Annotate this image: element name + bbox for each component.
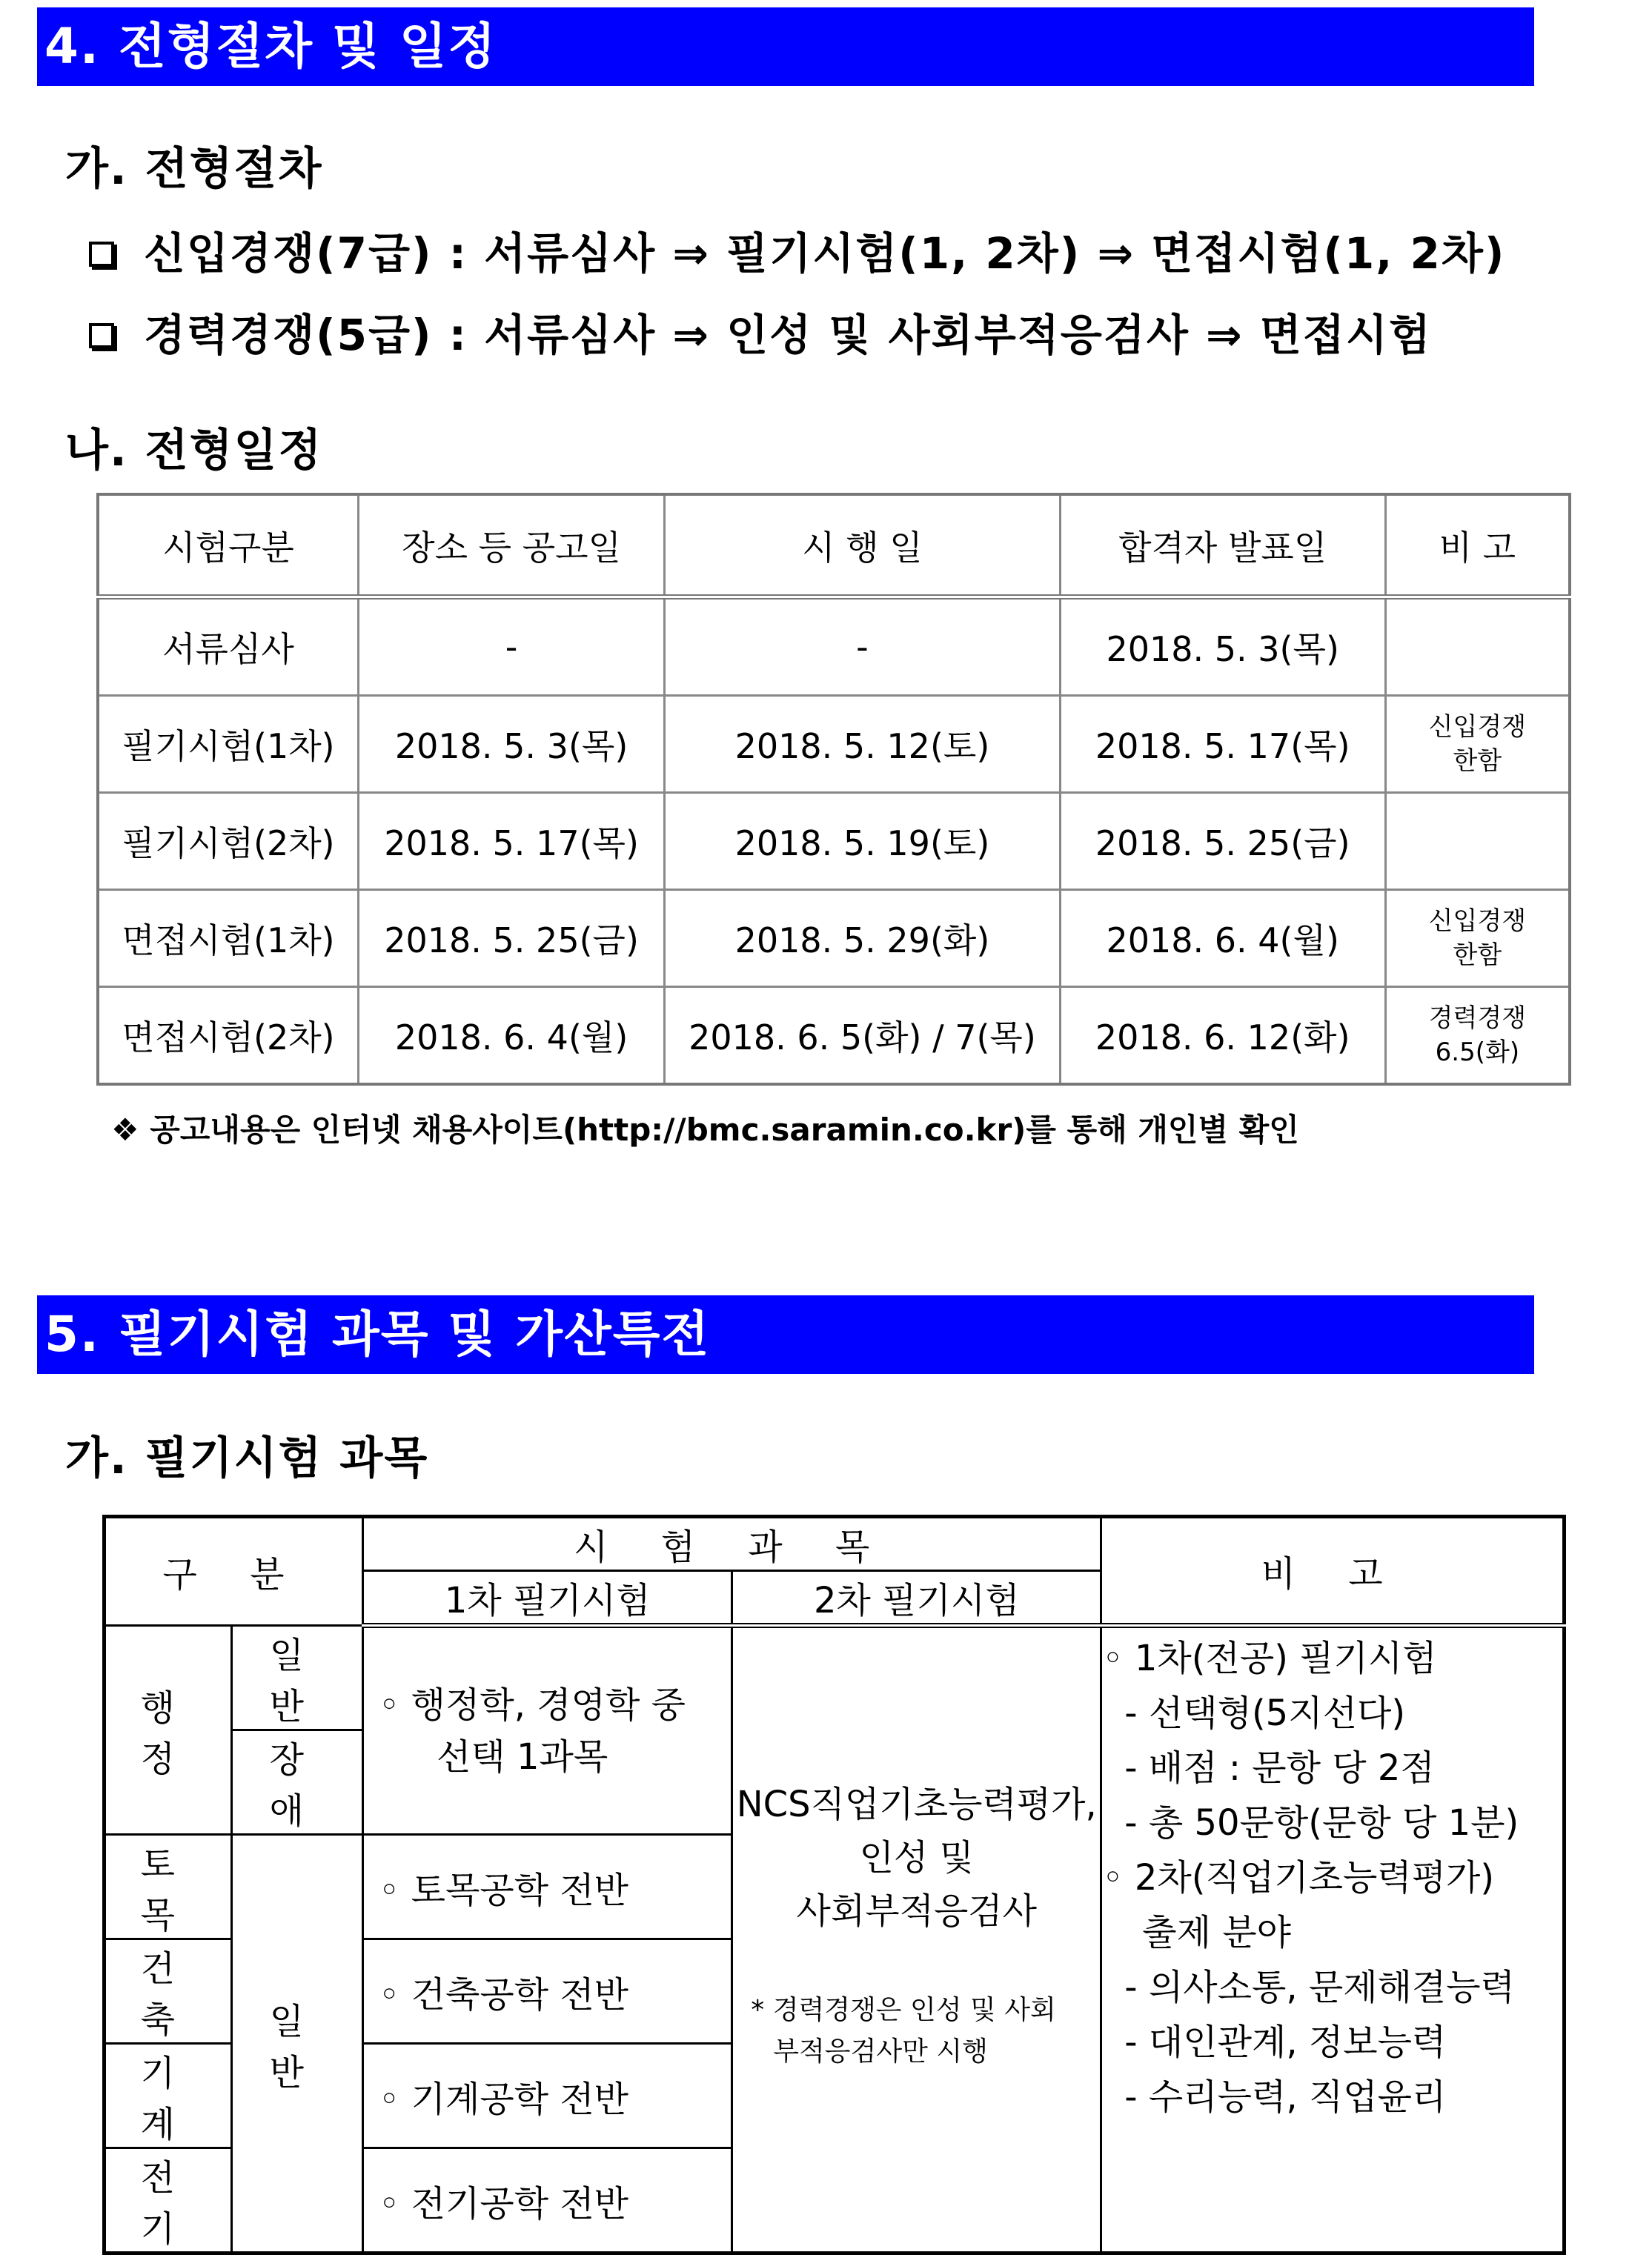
checkbox-square-icon xyxy=(89,242,114,267)
exam-type: 서류심사 xyxy=(98,597,358,696)
exam-type: 면접시험(1차) xyxy=(98,890,358,987)
category-electrical: 전 기 xyxy=(105,2148,232,2254)
subject-mechanical: ◦ 기계공학 전반 xyxy=(363,2044,732,2148)
exam-date: 2018. 5. 19(토) xyxy=(665,793,1060,890)
notice-date: 2018. 5. 25(금) xyxy=(358,890,664,987)
checkbox-square-icon xyxy=(89,323,114,348)
career-note: * 경력경쟁은 인성 및 사회 부적응검사만 시행 xyxy=(751,1994,1056,2067)
notice-date: 2018. 6. 4(월) xyxy=(358,987,664,1085)
result-date: 2018. 6. 12(화) xyxy=(1060,987,1385,1085)
exam-date: 2018. 5. 29(화) xyxy=(665,890,1060,987)
remarks: 신입경쟁 한함 xyxy=(1385,696,1570,793)
table-row xyxy=(105,1626,1565,1730)
result-date: 2018. 6. 4(월) xyxy=(1060,890,1385,987)
subject-electrical: ◦ 전기공학 전반 xyxy=(363,2148,732,2254)
header-remarks: 비 고 xyxy=(1101,1517,1565,1626)
admin-subject: ◦ 행정학, 경영학 중 선택 1과목 xyxy=(363,1626,732,1835)
exam-type: 필기시험(2차) xyxy=(98,793,358,890)
section5-sub-a: 가. 필기시험 과목 xyxy=(65,1432,429,1484)
subcategory-general-2: 일 반 xyxy=(231,1835,362,2254)
result-date: 2018. 5. 17(목) xyxy=(1060,696,1385,793)
remarks-list: ◦ 1차(전공) 필기시험 - 선택형(5지선다) - 배점 : 문항 당 2점 - 총 50문항(문항 당 1분) ◦ 2차(직업기초능력평가) 출제 분야 - 의사소통, 문제해결능력 - 대인관계, 정보능력 - 수리능력, 직업윤리 xyxy=(1101,1626,1565,2254)
section5-banner xyxy=(37,1295,1534,1374)
result-date: 2018. 5. 25(금) xyxy=(1060,793,1385,890)
table-row xyxy=(98,597,1570,696)
header-second-exam: 2차 필기시험 xyxy=(732,1571,1101,1626)
subjects-table xyxy=(102,1515,1566,2255)
header-subjects: 시 험 과 목 xyxy=(363,1517,1101,1571)
notice-date: 2018. 5. 17(목) xyxy=(358,793,664,890)
exam-date: - xyxy=(665,597,1060,696)
result-date: 2018. 5. 3(목) xyxy=(1060,597,1385,696)
table-row xyxy=(98,793,1570,890)
subject-civil: ◦ 토목공학 전반 xyxy=(363,1835,732,1939)
notice-date: - xyxy=(358,597,664,696)
header-notice-date: 장소 등 공고일 xyxy=(358,494,664,597)
category-admin: 행 정 xyxy=(105,1626,232,1835)
schedule-footnote: ❖ 공고내용은 인터넷 채용사이트(http://bmc.saramin.co.kr)를 통해 개인별 확인 xyxy=(111,1112,1299,1148)
remarks: 신입경쟁 한함 xyxy=(1385,890,1570,987)
section4-banner xyxy=(37,7,1534,86)
table-row xyxy=(98,987,1570,1085)
subcategory-disabled: 장 애 xyxy=(231,1730,362,1835)
table-row xyxy=(98,696,1570,793)
schedule-table xyxy=(96,493,1571,1086)
exam-type: 면접시험(2차) xyxy=(98,987,358,1085)
header-exam-type: 시험구분 xyxy=(98,494,358,597)
schedule-header-row xyxy=(98,494,1570,597)
notice-date: 2018. 5. 3(목) xyxy=(358,696,664,793)
subcategory-general: 일 반 xyxy=(231,1626,362,1730)
subject-architecture: ◦ 건축공학 전반 xyxy=(363,1939,732,2044)
header-exam-date: 시 행 일 xyxy=(665,494,1060,597)
category-architecture: 건 축 xyxy=(105,1939,232,2044)
section5-title: 5. 필기시험 과목 및 가산특전 xyxy=(44,1306,711,1363)
exam-type: 필기시험(1차) xyxy=(98,696,358,793)
second-exam-subjects: NCS직업기초능력평가, 인성 및 사회부적응검사 * 경력경쟁은 인성 및 사회 부적응검사만 시행 xyxy=(732,1626,1101,2254)
header-result-date: 합격자 발표일 xyxy=(1060,494,1385,597)
exam-date: 2018. 5. 12(토) xyxy=(665,696,1060,793)
header-category: 구 분 xyxy=(105,1517,363,1626)
section4-sub-a: 가. 전형절차 xyxy=(65,143,323,195)
table-row xyxy=(98,890,1570,987)
procedure-new: 신입경쟁(7급) : 서류심사 ⇒ 필기시험(1, 2차) ⇒ 면접시험(1, 2차) xyxy=(89,219,1505,281)
header-first-exam: 1차 필기시험 xyxy=(363,1571,732,1626)
exam-date: 2018. 6. 5(화) / 7(목) xyxy=(665,987,1060,1085)
category-mechanical: 기 계 xyxy=(105,2044,232,2148)
header-remarks: 비 고 xyxy=(1385,494,1570,597)
procedure-career: 경력경쟁(5급) : 서류심사 ⇒ 인성 및 사회부적응검사 ⇒ 면접시험 xyxy=(89,300,1432,362)
category-civil: 토 목 xyxy=(105,1835,232,1939)
remarks xyxy=(1385,793,1570,890)
section4-sub-b: 나. 전형일정 xyxy=(65,425,323,476)
section4-title: 4. 전형절차 및 일정 xyxy=(44,18,497,75)
remarks xyxy=(1385,597,1570,696)
remarks: 경력경쟁 6.5(화) xyxy=(1385,987,1570,1085)
